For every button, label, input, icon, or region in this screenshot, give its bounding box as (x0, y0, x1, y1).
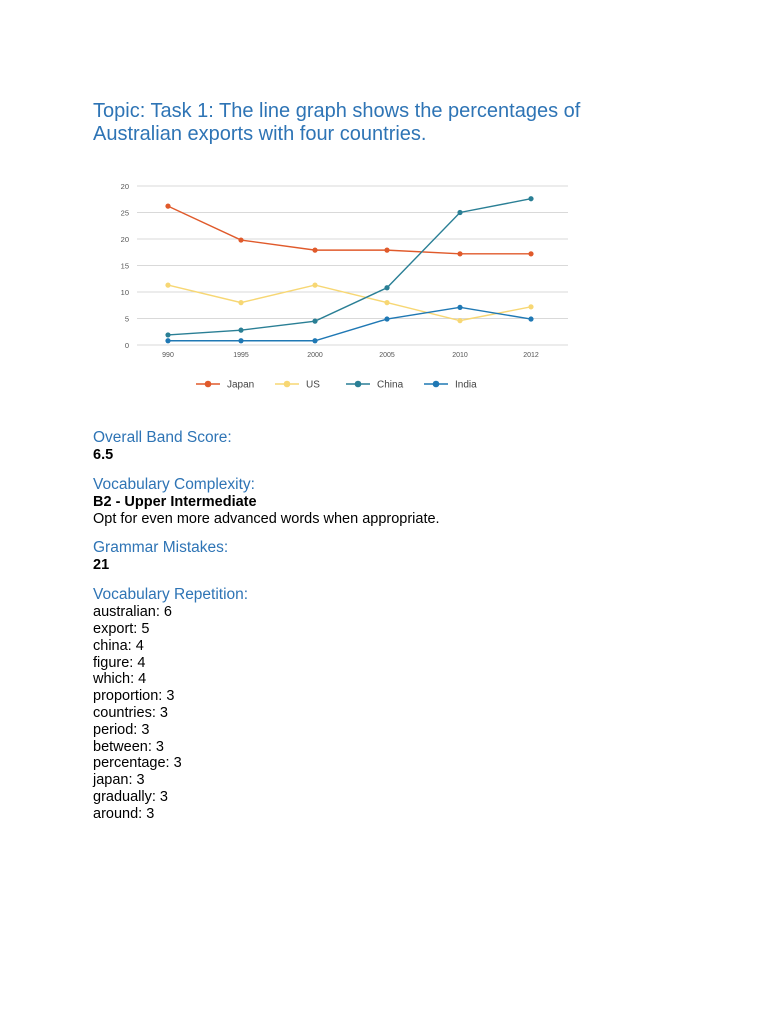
data-point-us (165, 283, 170, 288)
vocabulary-complexity-value: B2 - Upper Intermediate (93, 493, 257, 510)
x-tick-label: 2000 (307, 352, 323, 359)
y-tick-label: 20 (120, 182, 129, 191)
y-tick-label: 25 (120, 208, 129, 218)
data-point-india (238, 338, 243, 343)
grammar-mistakes-section (93, 539, 653, 574)
legend-label: China (377, 379, 404, 391)
grammar-mistakes-value: 21 (93, 557, 110, 574)
legend-label: Japan (227, 379, 255, 391)
series-line-china (168, 199, 531, 335)
data-point-china (312, 319, 317, 324)
x-tick-label: 2012 (523, 352, 539, 359)
line-chart (113, 178, 583, 400)
data-point-japan (384, 248, 389, 253)
vocabulary-complexity-note: Opt for even more advanced words when appropriate. (93, 510, 440, 527)
y-tick-label: 10 (120, 288, 129, 297)
vocabulary-repetition-list (93, 604, 653, 822)
series-line-japan (168, 206, 531, 254)
data-point-china (165, 332, 170, 337)
data-point-us (457, 318, 462, 323)
y-tick-label: 5 (124, 314, 129, 324)
data-point-japan (238, 237, 243, 242)
data-point-japan (165, 204, 170, 209)
grammar-mistakes-heading: Grammar Mistakes: (93, 539, 229, 557)
vocabulary-repetition-section (93, 586, 653, 822)
repetition-item: around: 3 (93, 805, 155, 822)
data-point-china (384, 285, 389, 290)
repetition-item: export: 5 (93, 620, 150, 637)
y-tick-label: 15 (120, 261, 129, 271)
data-point-us (238, 300, 243, 305)
legend-label: US (306, 379, 320, 391)
y-tick-label: 0 (124, 341, 129, 350)
legend-swatch-marker (355, 381, 362, 388)
repetition-item: which: 4 (93, 671, 147, 688)
data-point-japan (312, 248, 317, 253)
repetition-item: japan: 3 (93, 772, 145, 789)
score-sections (93, 429, 653, 835)
repetition-item: proportion: 3 (93, 688, 175, 705)
data-point-india (165, 338, 170, 343)
repetition-item: percentage: 3 (93, 755, 182, 772)
data-point-india (312, 338, 317, 343)
repetition-item: period: 3 (93, 721, 150, 738)
legend-swatch-marker (205, 381, 212, 388)
data-point-china (528, 196, 533, 201)
series-line-india (168, 307, 531, 340)
y-tick-label: 20 (120, 235, 129, 244)
data-point-india (384, 316, 389, 321)
vocabulary-complexity-heading: Vocabulary Complexity: (93, 475, 255, 493)
series-line-us (168, 285, 531, 321)
data-point-japan (457, 251, 462, 256)
data-point-china (457, 210, 462, 215)
vocabulary-repetition-heading: Vocabulary Repetition: (93, 586, 249, 604)
x-tick-label: 2005 (379, 352, 395, 359)
data-point-china (238, 328, 243, 333)
repetition-item: china: 4 (93, 637, 144, 654)
repetition-item: between: 3 (93, 738, 164, 755)
repetition-item: gradually: 3 (93, 788, 168, 805)
x-tick-label: 990 (162, 352, 174, 359)
legend-swatch-marker (284, 381, 291, 388)
data-point-japan (528, 251, 533, 256)
data-point-us (312, 283, 317, 288)
repetition-item: countries: 3 (93, 704, 168, 721)
x-tick-label: 2010 (452, 352, 468, 359)
vocabulary-complexity-section (93, 476, 653, 528)
data-point-us (384, 300, 389, 305)
data-point-india (457, 305, 462, 310)
data-point-us (528, 304, 533, 309)
band-score-section (93, 429, 653, 464)
legend-label: India (455, 379, 477, 391)
page-title: Topic: Task 1: The line graph shows the percentages of Australian exports with four countries. (93, 100, 581, 145)
legend-swatch-marker (433, 381, 440, 388)
repetition-item: australian: 6 (93, 604, 172, 621)
band-score-heading: Overall Band Score: (93, 429, 232, 446)
band-score-value: 6.5 (93, 447, 114, 463)
repetition-item: figure: 4 (93, 654, 146, 671)
data-point-india (528, 316, 533, 321)
chart-svg (113, 178, 583, 400)
x-tick-label: 1995 (233, 352, 249, 359)
